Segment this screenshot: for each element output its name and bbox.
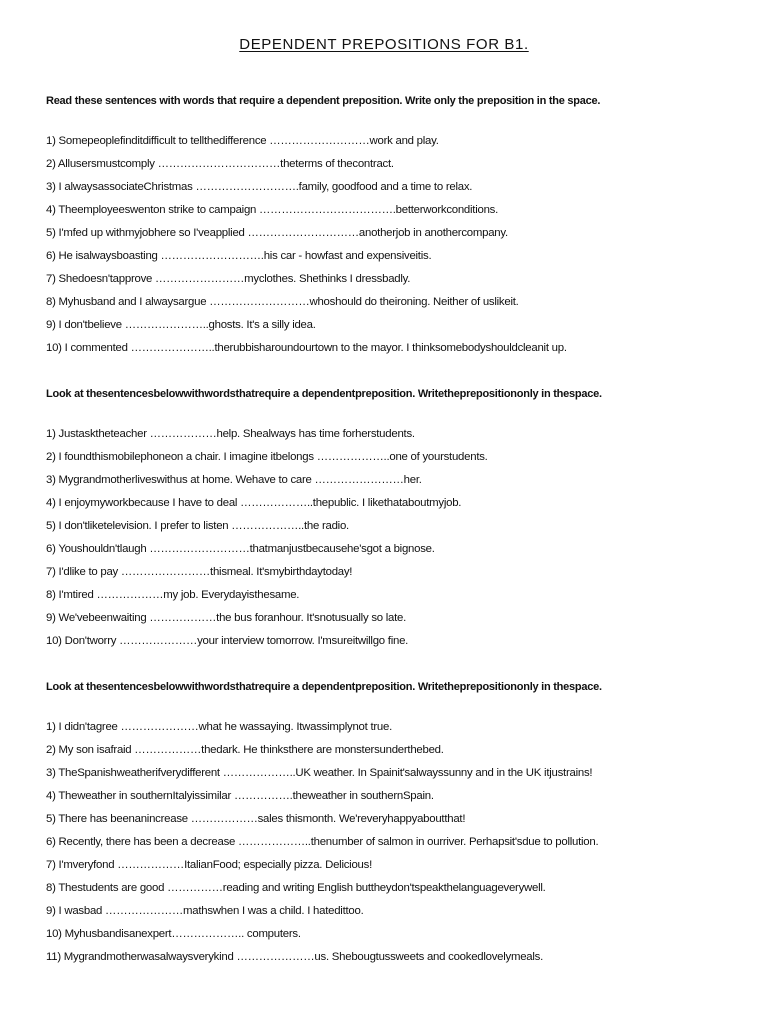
section-2-item-6: 6) Youshouldn'tlaugh ………………………thatmanjustbecausehe'sgot a bignose. bbox=[46, 543, 435, 555]
section-3-item-4: 4) Theweather in southernItalyissimilar …………….theweather in southernSpain. bbox=[46, 790, 434, 802]
section-2-item-1: 1) Justasktheteacher ………………help. Shealways has time forherstudents. bbox=[46, 428, 415, 440]
section-2-item-3: 3) Mygrandmotherliveswithus at home. Wehave to care ……………………her. bbox=[46, 474, 422, 486]
section-1-item-5: 5) I'mfed up withmyjobhere so I'veapplied …………………………anotherjob in anothercompany. bbox=[46, 227, 508, 239]
section-1-item-10: 10) I commented …………………..therubbisharoundourtown to the mayor. I thinksomebodyshouldcleanit up. bbox=[46, 342, 567, 354]
section-3-item-7: 7) I'mveryfond ………………ItalianFood; especially pizza. Delicious! bbox=[46, 859, 372, 871]
section-2-item-4: 4) I enjoymyworkbecause I have to deal ………………..thepublic. I likethataboutmyjob. bbox=[46, 497, 462, 509]
section-3-item-9: 9) I wasbad …………………mathswhen I was a child. I hatedittoo. bbox=[46, 905, 364, 917]
section-2-item-5: 5) I don'tliketelevision. I prefer to listen ………………..the radio. bbox=[46, 520, 349, 532]
section-2-item-10: 10) Don'tworry …………………your interview tomorrow. I'msureitwillgo fine. bbox=[46, 635, 409, 647]
section-3-item-5: 5) There has beenanincrease ………………sales thismonth. We'reveryhappyaboutthat! bbox=[46, 813, 466, 825]
section-3-item-2: 2) My son isafraid ………………thedark. He thinksthere are monstersunderthebed. bbox=[46, 744, 444, 756]
section-3-item-8: 8) Thestudents are good ……………reading and writing English buttheydon'tspeakthelanguageverywell. bbox=[46, 882, 546, 894]
section-1-item-6: 6) He isalwaysboasting ……………………….his car - howfast and expensiveitis. bbox=[46, 250, 432, 262]
page-title: DEPENDENT PREPOSITIONS FOR B1. bbox=[239, 36, 529, 53]
section-2-item-2: 2) I foundthismobilephoneon a chair. I imagine itbelongs ………………..one of yourstudents. bbox=[46, 451, 488, 463]
section-2-item-9: 9) We'vebeenwaiting ………………the bus foranhour. It'snotusually so late. bbox=[46, 612, 407, 624]
section-1-item-1: 1) Somepeoplefinditdifficult to tellthedifference ………………………work and play. bbox=[46, 135, 439, 147]
section-2-item-8: 8) I'mtired ………………my job. Everydayisthesame. bbox=[46, 589, 300, 601]
section-3-instruction: Look at thesentencesbelowwithwordsthatrequire a dependentpreposition. Writetheprepositiononly in thespace. bbox=[46, 681, 602, 693]
section-3-item-3: 3) TheSpanishweatherifverydifferent ………………..UK weather. In Spainit'salwayssunny and in the UK itjustrains! bbox=[46, 767, 593, 779]
section-1-instruction: Read these sentences with words that require a dependent preposition. Write only the preposition in the space. bbox=[46, 95, 601, 107]
section-1-item-7: 7) Shedoesn'tapprove ……………………myclothes. Shethinks I dressbadly. bbox=[46, 273, 411, 285]
section-1-item-2: 2) Allusersmustcomply ……………………………theterms of thecontract. bbox=[46, 158, 394, 170]
section-2-item-7: 7) I'dlike to pay ……………………thismeal. It'smybirthdaytoday! bbox=[46, 566, 353, 578]
section-1-item-3: 3) I alwaysassociateChristmas ……………………….family, goodfood and a time to relax. bbox=[46, 181, 473, 193]
section-3-item-1: 1) I didn'tagree …………………what he wassaying. Itwassimplynot true. bbox=[46, 721, 393, 733]
section-3-item-6: 6) Recently, there has been a decrease ………………..thenumber of salmon in ourriver. Perhapsit'sdue to pollution. bbox=[46, 836, 599, 848]
section-1-item-4: 4) Theemployeeswenton strike to campaign ……………………………….betterworkconditions. bbox=[46, 204, 499, 216]
section-2-instruction: Look at thesentencesbelowwithwordsthatrequire a dependentpreposition. Writetheprepositiononly in thespace. bbox=[46, 388, 602, 400]
section-3-item-11: 11) Mygrandmotherwasalwaysverykind …………………us. Shebougtussweets and cookedlovelymeals. bbox=[46, 951, 544, 963]
section-3-item-10: 10) Myhusbandisanexpert……………….. computers. bbox=[46, 928, 301, 940]
section-1-item-9: 9) I don'tbelieve …………………..ghosts. It's a silly idea. bbox=[46, 319, 316, 331]
section-1-item-8: 8) Myhusband and I alwaysargue ………………………whoshould do theironing. Neither of uslikeit. bbox=[46, 296, 519, 308]
